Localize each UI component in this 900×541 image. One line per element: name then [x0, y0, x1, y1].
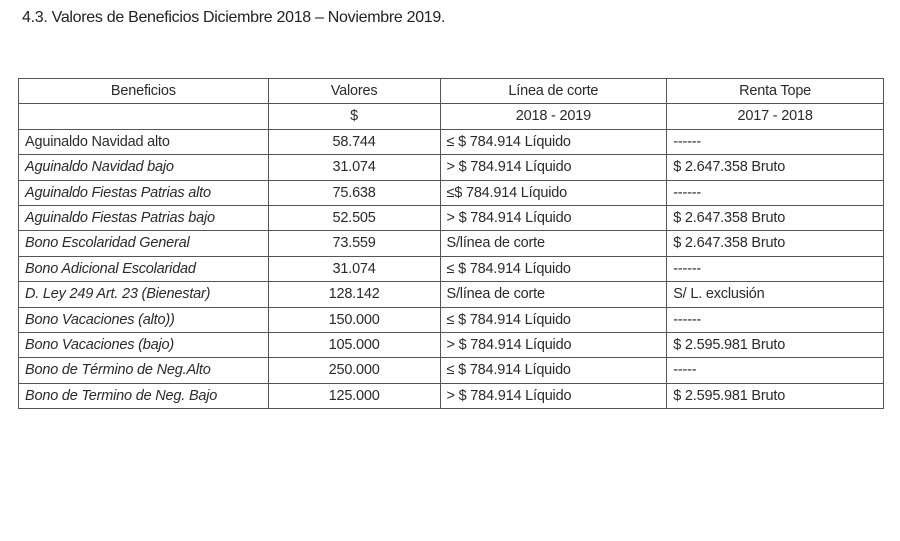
benefit-name: Aguinaldo Navidad bajo	[19, 155, 269, 180]
benefit-value: 105.000	[268, 333, 440, 358]
benefit-name: Aguinaldo Fiestas Patrias bajo	[19, 206, 269, 231]
benefit-value: 73.559	[268, 231, 440, 256]
income-cap: $ 2.647.358 Bruto	[667, 155, 884, 180]
benefit-name: Bono Vacaciones (bajo)	[19, 333, 269, 358]
benefit-value: 58.744	[268, 129, 440, 154]
benefit-value: 128.142	[268, 282, 440, 307]
subheader-linea-corte: 2018 - 2019	[440, 104, 667, 129]
benefit-value: 75.638	[268, 180, 440, 205]
benefit-value: 31.074	[268, 256, 440, 281]
benefit-name: Bono Vacaciones (alto))	[19, 307, 269, 332]
subheader-renta-tope: 2017 - 2018	[667, 104, 884, 129]
cutoff-line: ≤$ 784.914 Líquido	[440, 180, 667, 205]
header-valores: Valores	[268, 79, 440, 104]
table-row	[19, 383, 884, 408]
benefit-name: Aguinaldo Fiestas Patrias alto	[19, 180, 269, 205]
benefit-value: 31.074	[268, 155, 440, 180]
income-cap: $ 2.595.981 Bruto	[667, 333, 884, 358]
cutoff-line: S/línea de corte	[440, 231, 667, 256]
income-cap: -----	[667, 358, 884, 383]
income-cap: $ 2.647.358 Bruto	[667, 206, 884, 231]
header-linea-corte: Línea de corte	[440, 79, 667, 104]
table-row	[19, 333, 884, 358]
subheader-beneficios	[19, 104, 269, 129]
benefit-value: 150.000	[268, 307, 440, 332]
benefit-value: 250.000	[268, 358, 440, 383]
table-row	[19, 256, 884, 281]
benefit-name: Bono de Termino de Neg. Bajo	[19, 383, 269, 408]
table-row	[19, 129, 884, 154]
header-beneficios: Beneficios	[19, 79, 269, 104]
subheader-valores: $	[268, 104, 440, 129]
table-subheader-row	[19, 104, 884, 129]
cutoff-line: ≤ $ 784.914 Líquido	[440, 358, 667, 383]
cutoff-line: ≤ $ 784.914 Líquido	[440, 307, 667, 332]
cutoff-line: > $ 784.914 Líquido	[440, 155, 667, 180]
benefit-value: 125.000	[268, 383, 440, 408]
cutoff-line: S/línea de corte	[440, 282, 667, 307]
income-cap: ------	[667, 256, 884, 281]
table-row	[19, 282, 884, 307]
benefit-name: Bono Escolaridad General	[19, 231, 269, 256]
benefit-name: Bono de Término de Neg.Alto	[19, 358, 269, 383]
benefit-name: Bono Adicional Escolaridad	[19, 256, 269, 281]
table-header-row	[19, 79, 884, 104]
benefit-value: 52.505	[268, 206, 440, 231]
benefits-table	[18, 78, 884, 409]
income-cap: $ 2.647.358 Bruto	[667, 231, 884, 256]
section-title: 4.3. Valores de Beneficios Diciembre 2018 – Noviembre 2019.	[22, 9, 446, 26]
income-cap: ------	[667, 180, 884, 205]
cutoff-line: > $ 784.914 Líquido	[440, 333, 667, 358]
cutoff-line: ≤ $ 784.914 Líquido	[440, 129, 667, 154]
cutoff-line: > $ 784.914 Líquido	[440, 206, 667, 231]
income-cap: $ 2.595.981 Bruto	[667, 383, 884, 408]
header-renta-tope: Renta Tope	[667, 79, 884, 104]
benefit-name: D. Ley 249 Art. 23 (Bienestar)	[19, 282, 269, 307]
benefit-name: Aguinaldo Navidad alto	[19, 129, 269, 154]
table-row	[19, 155, 884, 180]
table-row	[19, 307, 884, 332]
income-cap: ------	[667, 129, 884, 154]
table-row	[19, 206, 884, 231]
income-cap: S/ L. exclusión	[667, 282, 884, 307]
cutoff-line: > $ 784.914 Líquido	[440, 383, 667, 408]
table-row	[19, 231, 884, 256]
cutoff-line: ≤ $ 784.914 Líquido	[440, 256, 667, 281]
table-row	[19, 358, 884, 383]
table-row	[19, 180, 884, 205]
income-cap: ------	[667, 307, 884, 332]
